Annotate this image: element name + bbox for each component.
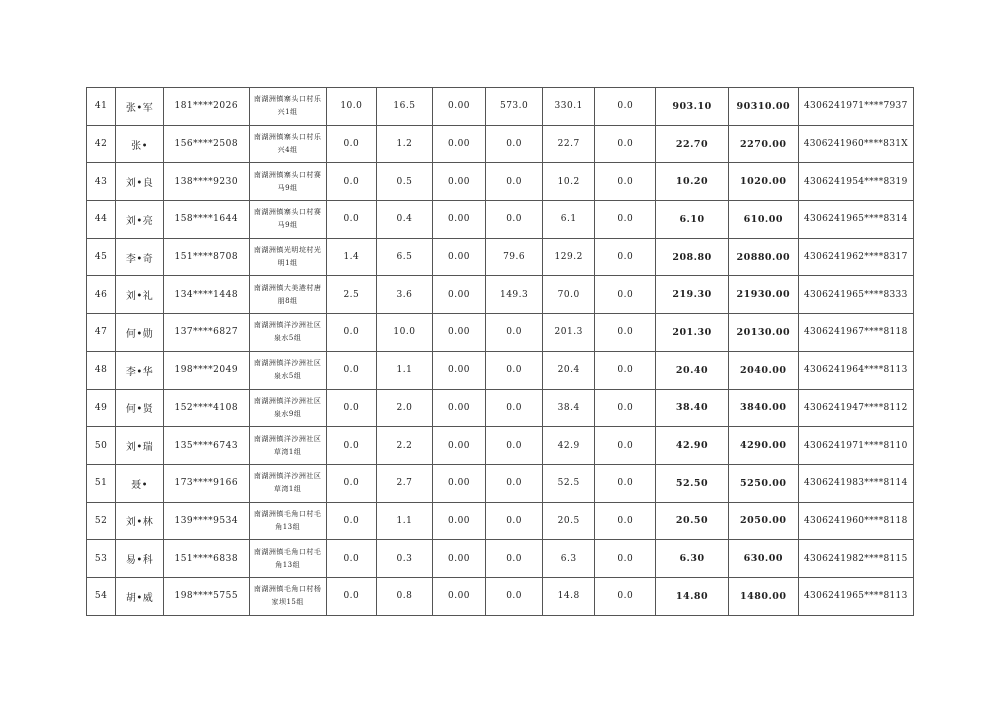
amount-value-cell: 20130.00 (728, 314, 798, 352)
value-col-3-cell: 0.00 (432, 502, 486, 540)
phone-number-cell: 156****2508 (163, 125, 249, 163)
table-row (87, 238, 914, 276)
address-cell: 南湖洲镇毛角口村杨家坝15组 (249, 577, 326, 615)
value-col-3-cell: 0.00 (432, 238, 486, 276)
address-cell: 南湖洲镇寨头口村赛马9组 (249, 201, 326, 239)
value-col-4-cell: 573.0 (486, 88, 543, 126)
address-cell: 南湖洲镇洋沙洲社区草湾1组 (249, 464, 326, 502)
amount-value-cell: 630.00 (728, 540, 798, 578)
total-value-cell: 6.10 (656, 201, 729, 239)
value-col-1-cell: 0.0 (326, 125, 377, 163)
table-row (87, 314, 914, 352)
total-value-cell: 42.90 (656, 427, 729, 465)
value-col-1-cell: 0.0 (326, 351, 377, 389)
value-col-3-cell: 0.00 (432, 577, 486, 615)
phone-number-cell: 198****2049 (163, 351, 249, 389)
total-value-cell: 903.10 (656, 88, 729, 126)
id-number-cell: 4306241960****8118 (798, 502, 913, 540)
value-col-2-cell: 2.0 (377, 389, 433, 427)
value-col-3-cell: 0.00 (432, 125, 486, 163)
value-col-4-cell: 0.0 (486, 577, 543, 615)
address-cell: 南湖洲镇毛角口村毛角13组 (249, 502, 326, 540)
value-col-5-cell: 14.8 (542, 577, 595, 615)
value-col-4-cell: 0.0 (486, 201, 543, 239)
value-col-3-cell: 0.00 (432, 314, 486, 352)
value-col-4-cell: 0.0 (486, 163, 543, 201)
value-col-6-cell: 0.0 (595, 540, 656, 578)
holder-name-cell: 刘•亮 (116, 201, 164, 239)
value-col-5-cell: 330.1 (542, 88, 595, 126)
row-number-cell: 45 (87, 238, 116, 276)
table-row (87, 577, 914, 615)
value-col-4-cell: 149.3 (486, 276, 543, 314)
value-col-5-cell: 20.5 (542, 502, 595, 540)
table-row (87, 464, 914, 502)
value-col-4-cell: 0.0 (486, 125, 543, 163)
table-row (87, 502, 914, 540)
holder-name-cell: 胡•威 (116, 577, 164, 615)
phone-number-cell: 151****6838 (163, 540, 249, 578)
id-number-cell: 4306241964****8113 (798, 351, 913, 389)
table-row (87, 427, 914, 465)
id-number-cell: 4306241965****8314 (798, 201, 913, 239)
holder-name-cell: 刘•礼 (116, 276, 164, 314)
phone-number-cell: 135****6743 (163, 427, 249, 465)
row-number-cell: 48 (87, 351, 116, 389)
table-row (87, 163, 914, 201)
holder-name-cell: 聂• (116, 464, 164, 502)
amount-value-cell: 1020.00 (728, 163, 798, 201)
value-col-6-cell: 0.0 (595, 125, 656, 163)
id-number-cell: 4306241947****8112 (798, 389, 913, 427)
amount-value-cell: 5250.00 (728, 464, 798, 502)
id-number-cell: 4306241983****8114 (798, 464, 913, 502)
holder-name-cell: 刘•瑞 (116, 427, 164, 465)
value-col-5-cell: 38.4 (542, 389, 595, 427)
value-col-1-cell: 0.0 (326, 427, 377, 465)
table-body (87, 88, 914, 616)
row-number-cell: 47 (87, 314, 116, 352)
phone-number-cell: 173****9166 (163, 464, 249, 502)
amount-value-cell: 2040.00 (728, 351, 798, 389)
value-col-1-cell: 2.5 (326, 276, 377, 314)
value-col-4-cell: 0.0 (486, 427, 543, 465)
value-col-3-cell: 0.00 (432, 389, 486, 427)
row-number-cell: 44 (87, 201, 116, 239)
phone-number-cell: 137****6827 (163, 314, 249, 352)
phone-number-cell: 134****1448 (163, 276, 249, 314)
row-number-cell: 41 (87, 88, 116, 126)
value-col-3-cell: 0.00 (432, 540, 486, 578)
value-col-6-cell: 0.0 (595, 577, 656, 615)
value-col-3-cell: 0.00 (432, 276, 486, 314)
value-col-3-cell: 0.00 (432, 88, 486, 126)
subsidy-table (86, 87, 914, 616)
value-col-2-cell: 10.0 (377, 314, 433, 352)
holder-name-cell: 李•奇 (116, 238, 164, 276)
table-row (87, 125, 914, 163)
value-col-5-cell: 52.5 (542, 464, 595, 502)
value-col-2-cell: 1.2 (377, 125, 433, 163)
value-col-4-cell: 0.0 (486, 540, 543, 578)
total-value-cell: 20.50 (656, 502, 729, 540)
value-col-2-cell: 2.7 (377, 464, 433, 502)
value-col-4-cell: 0.0 (486, 314, 543, 352)
row-number-cell: 53 (87, 540, 116, 578)
value-col-6-cell: 0.0 (595, 201, 656, 239)
value-col-2-cell: 6.5 (377, 238, 433, 276)
value-col-1-cell: 0.0 (326, 201, 377, 239)
value-col-1-cell: 0.0 (326, 314, 377, 352)
value-col-2-cell: 0.5 (377, 163, 433, 201)
value-col-1-cell: 0.0 (326, 389, 377, 427)
value-col-3-cell: 0.00 (432, 201, 486, 239)
value-col-5-cell: 10.2 (542, 163, 595, 201)
address-cell: 南湖洲镇寨头口村乐兴1组 (249, 88, 326, 126)
row-number-cell: 42 (87, 125, 116, 163)
table-row (87, 88, 914, 126)
id-number-cell: 4306241962****8317 (798, 238, 913, 276)
address-cell: 南湖洲镇洋沙洲社区草湾1组 (249, 427, 326, 465)
amount-value-cell: 3840.00 (728, 389, 798, 427)
value-col-4-cell: 0.0 (486, 351, 543, 389)
value-col-5-cell: 201.3 (542, 314, 595, 352)
total-value-cell: 208.80 (656, 238, 729, 276)
value-col-3-cell: 0.00 (432, 351, 486, 389)
value-col-4-cell: 79.6 (486, 238, 543, 276)
value-col-5-cell: 22.7 (542, 125, 595, 163)
amount-value-cell: 1480.00 (728, 577, 798, 615)
row-number-cell: 52 (87, 502, 116, 540)
id-number-cell: 4306241967****8118 (798, 314, 913, 352)
phone-number-cell: 158****1644 (163, 201, 249, 239)
total-value-cell: 201.30 (656, 314, 729, 352)
amount-value-cell: 2270.00 (728, 125, 798, 163)
value-col-4-cell: 0.0 (486, 389, 543, 427)
row-number-cell: 43 (87, 163, 116, 201)
row-number-cell: 49 (87, 389, 116, 427)
table-row (87, 276, 914, 314)
address-cell: 南湖洲镇寨头口村赛马9组 (249, 163, 326, 201)
value-col-1-cell: 0.0 (326, 577, 377, 615)
table-row (87, 540, 914, 578)
holder-name-cell: 张• (116, 125, 164, 163)
value-col-2-cell: 2.2 (377, 427, 433, 465)
value-col-1-cell: 0.0 (326, 163, 377, 201)
value-col-6-cell: 0.0 (595, 502, 656, 540)
value-col-3-cell: 0.00 (432, 464, 486, 502)
holder-name-cell: 李•华 (116, 351, 164, 389)
table-row (87, 351, 914, 389)
total-value-cell: 14.80 (656, 577, 729, 615)
row-number-cell: 51 (87, 464, 116, 502)
value-col-1-cell: 0.0 (326, 540, 377, 578)
holder-name-cell: 刘•林 (116, 502, 164, 540)
value-col-1-cell: 0.0 (326, 502, 377, 540)
holder-name-cell: 易•科 (116, 540, 164, 578)
amount-value-cell: 4290.00 (728, 427, 798, 465)
amount-value-cell: 21930.00 (728, 276, 798, 314)
amount-value-cell: 20880.00 (728, 238, 798, 276)
value-col-6-cell: 0.0 (595, 163, 656, 201)
holder-name-cell: 刘•良 (116, 163, 164, 201)
total-value-cell: 52.50 (656, 464, 729, 502)
value-col-5-cell: 129.2 (542, 238, 595, 276)
value-col-2-cell: 0.3 (377, 540, 433, 578)
address-cell: 南湖洲镇大美港村唐朋8组 (249, 276, 326, 314)
amount-value-cell: 2050.00 (728, 502, 798, 540)
address-cell: 南湖洲镇洋沙洲社区泉水5组 (249, 351, 326, 389)
holder-name-cell: 张•军 (116, 88, 164, 126)
id-number-cell: 4306241965****8333 (798, 276, 913, 314)
value-col-6-cell: 0.0 (595, 464, 656, 502)
address-cell: 南湖洲镇光明垸村光明1组 (249, 238, 326, 276)
value-col-5-cell: 20.4 (542, 351, 595, 389)
value-col-2-cell: 16.5 (377, 88, 433, 126)
id-number-cell: 4306241982****8115 (798, 540, 913, 578)
value-col-2-cell: 1.1 (377, 351, 433, 389)
phone-number-cell: 152****4108 (163, 389, 249, 427)
total-value-cell: 22.70 (656, 125, 729, 163)
value-col-3-cell: 0.00 (432, 427, 486, 465)
row-number-cell: 46 (87, 276, 116, 314)
table-row (87, 389, 914, 427)
value-col-6-cell: 0.0 (595, 351, 656, 389)
value-col-1-cell: 1.4 (326, 238, 377, 276)
total-value-cell: 10.20 (656, 163, 729, 201)
value-col-1-cell: 10.0 (326, 88, 377, 126)
value-col-6-cell: 0.0 (595, 314, 656, 352)
phone-number-cell: 198****5755 (163, 577, 249, 615)
amount-value-cell: 610.00 (728, 201, 798, 239)
id-number-cell: 4306241954****8319 (798, 163, 913, 201)
table-row (87, 201, 914, 239)
amount-value-cell: 90310.00 (728, 88, 798, 126)
value-col-5-cell: 70.0 (542, 276, 595, 314)
total-value-cell: 219.30 (656, 276, 729, 314)
value-col-4-cell: 0.0 (486, 464, 543, 502)
value-col-1-cell: 0.0 (326, 464, 377, 502)
total-value-cell: 20.40 (656, 351, 729, 389)
address-cell: 南湖洲镇毛角口村毛角13组 (249, 540, 326, 578)
value-col-2-cell: 0.4 (377, 201, 433, 239)
holder-name-cell: 何•贤 (116, 389, 164, 427)
value-col-6-cell: 0.0 (595, 389, 656, 427)
id-number-cell: 4306241965****8113 (798, 577, 913, 615)
value-col-6-cell: 0.0 (595, 238, 656, 276)
total-value-cell: 38.40 (656, 389, 729, 427)
id-number-cell: 4306241960****831X (798, 125, 913, 163)
value-col-5-cell: 42.9 (542, 427, 595, 465)
value-col-5-cell: 6.3 (542, 540, 595, 578)
value-col-4-cell: 0.0 (486, 502, 543, 540)
phone-number-cell: 181****2026 (163, 88, 249, 126)
row-number-cell: 50 (87, 427, 116, 465)
value-col-6-cell: 0.0 (595, 276, 656, 314)
value-col-2-cell: 1.1 (377, 502, 433, 540)
phone-number-cell: 139****9534 (163, 502, 249, 540)
address-cell: 南湖洲镇洋沙洲社区泉水9组 (249, 389, 326, 427)
address-cell: 南湖洲镇洋沙洲社区泉水5组 (249, 314, 326, 352)
value-col-6-cell: 0.0 (595, 88, 656, 126)
value-col-3-cell: 0.00 (432, 163, 486, 201)
row-number-cell: 54 (87, 577, 116, 615)
value-col-2-cell: 3.6 (377, 276, 433, 314)
phone-number-cell: 138****9230 (163, 163, 249, 201)
holder-name-cell: 何•勋 (116, 314, 164, 352)
id-number-cell: 4306241971****8110 (798, 427, 913, 465)
value-col-5-cell: 6.1 (542, 201, 595, 239)
address-cell: 南湖洲镇寨头口村乐兴4组 (249, 125, 326, 163)
total-value-cell: 6.30 (656, 540, 729, 578)
value-col-6-cell: 0.0 (595, 427, 656, 465)
value-col-2-cell: 0.8 (377, 577, 433, 615)
id-number-cell: 4306241971****7937 (798, 88, 913, 126)
phone-number-cell: 151****8708 (163, 238, 249, 276)
